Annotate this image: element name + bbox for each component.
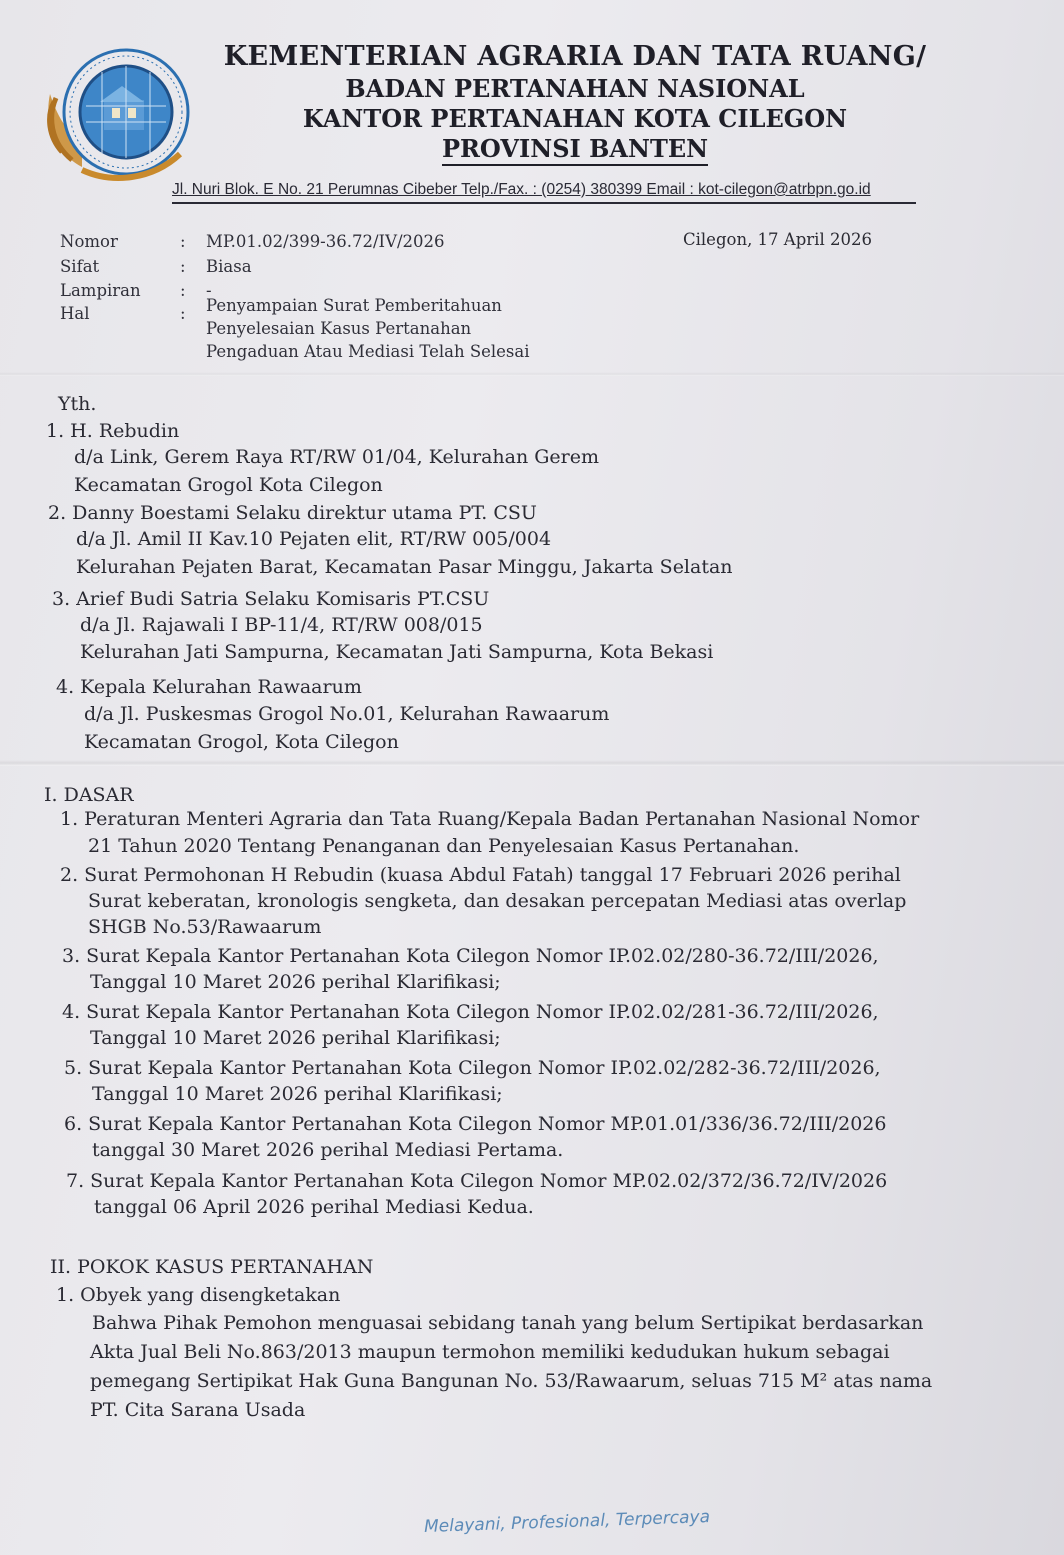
paper-fold <box>0 372 1064 376</box>
dasar-line: Tanggal 10 Maret 2026 perihal Klarifikasi; <box>90 1027 501 1049</box>
hal-line: Pengaduan Atau Mediasi Telah Selesai <box>206 342 530 361</box>
dasar-line: 3. Surat Kepala Kantor Pertanahan Kota Cilegon Nomor IP.02.02/280-36.72/III/2026, <box>62 945 879 967</box>
recipient-line: 1. H. Rebudin <box>46 420 180 442</box>
recipient-line: d/a Link, Gerem Raya RT/RW 01/04, Kelurahan Gerem <box>74 446 600 468</box>
hal-label: Hal <box>60 304 90 323</box>
recipient-line: d/a Jl. Puskesmas Grogol No.01, Kelurahan Rawaarum <box>84 703 610 725</box>
dasar-line: 7. Surat Kepala Kantor Pertanahan Kota Cilegon Nomor MP.02.02/372/36.72/IV/2026 <box>66 1170 888 1192</box>
sifat-label: Sifat <box>60 257 100 276</box>
ministry-name: KEMENTERIAN AGRARIA DAN TATA RUANG/ <box>223 41 927 72</box>
province-name: PROVINSI BANTEN <box>442 134 708 166</box>
separator: : <box>180 232 186 251</box>
recipient-line: Kecamatan Grogol Kota Cilegon <box>74 474 383 496</box>
paper-fold <box>0 760 1064 766</box>
dasar-line: 2. Surat Permohonan H Rebudin (kuasa Abdul Fatah) tanggal 17 Februari 2026 perihal <box>60 864 901 886</box>
recipient-line: d/a Jl. Rajawali I BP-11/4, RT/RW 008/015 <box>80 614 483 636</box>
pokok-line: 1. Obyek yang disengketakan <box>56 1284 341 1306</box>
hal-line: Penyelesaian Kasus Pertanahan <box>206 319 472 338</box>
sifat-value: Biasa <box>206 257 252 276</box>
pokok-line: Bahwa Pihak Pemohon menguasai sebidang tanah yang belum Sertipikat berdasarkan <box>92 1312 924 1334</box>
dasar-line: 5. Surat Kepala Kantor Pertanahan Kota Cilegon Nomor IP.02.02/282-36.72/III/2026, <box>64 1057 881 1079</box>
salutation: Yth. <box>58 393 97 415</box>
lampiran-value: - <box>206 281 212 300</box>
agency-name: BADAN PERTANAHAN NASIONAL <box>345 74 805 103</box>
dasar-line: 6. Surat Kepala Kantor Pertanahan Kota Cilegon Nomor MP.01.01/336/36.72/III/2026 <box>64 1113 887 1135</box>
separator: : <box>180 257 186 276</box>
recipient-line: Kelurahan Jati Sampurna, Kecamatan Jati Sampurna, Kota Bekasi <box>80 641 714 663</box>
letter-date: Cilegon, 17 April 2026 <box>683 230 872 249</box>
dasar-line: 21 Tahun 2020 Tentang Penanganan dan Penyelesaian Kasus Pertanahan. <box>88 835 800 857</box>
recipient-line: Kecamatan Grogol, Kota Cilegon <box>84 731 399 753</box>
separator: : <box>180 281 186 300</box>
dasar-line: tanggal 06 April 2026 perihal Mediasi Kedua. <box>94 1196 534 1218</box>
pokok-line: Akta Jual Beli No.863/2013 maupun termohon memiliki kedudukan hukum sebagai <box>90 1341 890 1363</box>
dasar-line: 4. Surat Kepala Kantor Pertanahan Kota Cilegon Nomor IP.02.02/281-36.72/III/2026, <box>62 1001 879 1023</box>
margin-handwriting <box>1036 60 1056 190</box>
section-heading: II. POKOK KASUS PERTANAHAN <box>50 1256 374 1278</box>
dasar-line: SHGB No.53/Rawaarum <box>88 916 322 938</box>
pokok-line: PT. Cita Sarana Usada <box>90 1399 306 1421</box>
lampiran-label: Lampiran <box>60 281 141 300</box>
office-name: KANTOR PERTANAHAN KOTA CILEGON <box>302 104 848 133</box>
dasar-line: Surat keberatan, kronologis sengketa, dan desakan percepatan Mediasi atas overlap <box>88 890 907 912</box>
recipient-line: d/a Jl. Amil II Kav.10 Pejaten elit, RT/RW 005/004 <box>76 528 552 550</box>
separator: : <box>180 304 186 323</box>
pokok-line: pemegang Sertipikat Hak Guna Bangunan No. 53/Rawaarum, seluas 715 M² atas nama <box>90 1370 933 1392</box>
recipient-line: 4. Kepala Kelurahan Rawaarum <box>56 676 362 698</box>
recipient-line: Kelurahan Pejaten Barat, Kecamatan Pasar Minggu, Jakarta Selatan <box>76 556 733 578</box>
hal-line: Penyampaian Surat Pemberitahuan <box>206 296 502 315</box>
recipient-line: 2. Danny Boestami Selaku direktur utama PT. CSU <box>48 502 537 524</box>
dasar-line: tanggal 30 Maret 2026 perihal Mediasi Pertama. <box>92 1139 564 1161</box>
office-address: Jl. Nuri Blok. E No. 21 Perumnas Cibeber Telp./Fax. : (0254) 380399 Email : kot-cilegon@atrbpn.go.id <box>172 181 871 198</box>
dasar-line: 1. Peraturan Menteri Agraria dan Tata Ruang/Kepala Badan Pertanahan Nasional Nomor <box>60 808 920 830</box>
nomor-label: Nomor <box>60 232 118 251</box>
section-heading: I. DASAR <box>44 784 134 806</box>
dasar-line: Tanggal 10 Maret 2026 perihal Klarifikasi; <box>92 1083 503 1105</box>
nomor-value: MP.01.02/399-36.72/IV/2026 <box>206 232 445 251</box>
dasar-line: Tanggal 10 Maret 2026 perihal Klarifikasi; <box>90 971 501 993</box>
recipient-line: 3. Arief Budi Satria Selaku Komisaris PT.CSU <box>52 588 490 610</box>
letterhead <box>215 40 935 166</box>
header-divider <box>172 202 916 204</box>
footer-tagline: Melayani, Profesional, Terpercaya <box>423 1507 711 1537</box>
bpn-emblem-icon <box>42 42 198 192</box>
